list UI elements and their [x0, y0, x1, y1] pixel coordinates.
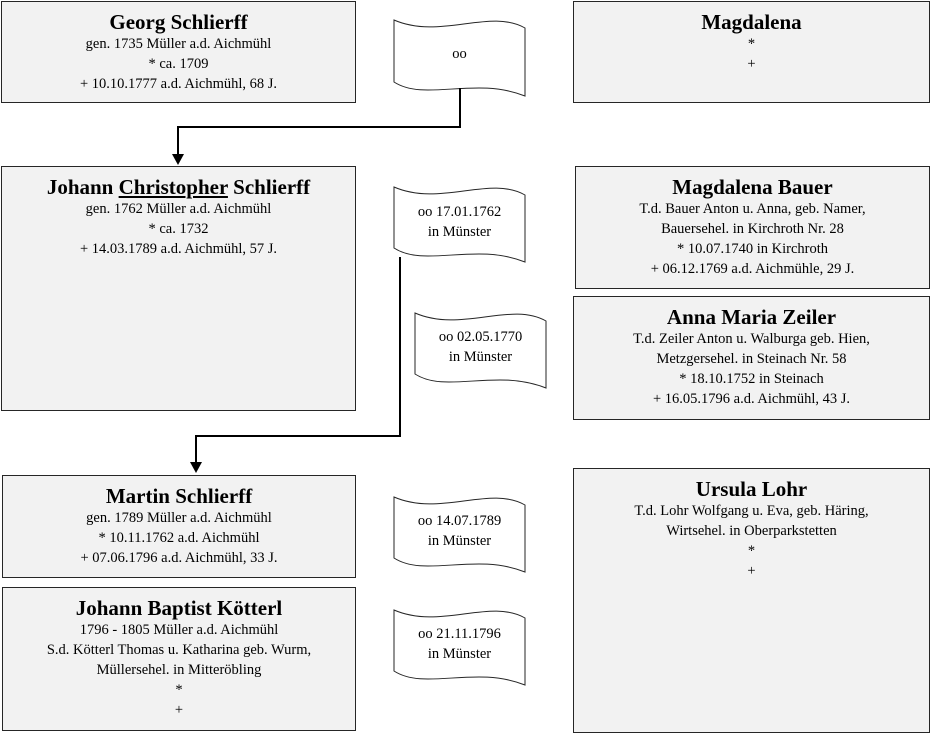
person-detail: Metzgersehel. in Steinach Nr. 58 [656, 351, 847, 367]
marriage-date: oo 14.07.1789 [417, 513, 502, 529]
person-box-ursula-lohr [573, 468, 930, 733]
marriage-label-3 [415, 327, 546, 367]
person-detail: Müllersehel. in Mitteröbling [96, 662, 262, 678]
marriage-label-1 [394, 44, 525, 64]
person-detail: * ca. 1732 [148, 221, 209, 237]
person-name: Martin Schlierff [105, 484, 253, 508]
person-detail: * 10.07.1740 in Kirchroth [676, 241, 829, 257]
person-name: Anna Maria Zeiler [666, 305, 837, 329]
person-box-johann-baptist-koetterl [2, 587, 356, 731]
person-detail: 1796 - 1805 Müller a.d. Aichmühl [79, 622, 279, 638]
person-name: Magdalena [701, 10, 802, 34]
person-detail: T.d. Lohr Wolfgang u. Eva, geb. Häring, [634, 503, 869, 519]
person-detail: + [174, 702, 184, 718]
person-detail: + [747, 563, 756, 579]
arrowhead-2 [190, 462, 202, 473]
person-detail: T.d. Bauer Anton u. Anna, geb. Namer, [639, 201, 866, 217]
person-detail: gen. 1789 Müller a.d. Aichmühl [86, 510, 272, 526]
person-detail: + 14.03.1789 a.d. Aichmühl, 57 J. [79, 241, 278, 257]
marriage-label-2 [394, 202, 525, 242]
marriage-date: oo 02.05.1770 [438, 329, 523, 345]
person-detail: + 10.10.1777 a.d. Aichmühl, 68 J. [79, 76, 278, 92]
person-box-georg-schlierff [1, 1, 356, 103]
person-detail: gen. 1735 Müller a.d. Aichmühl [85, 36, 272, 52]
person-name: Johann Baptist Kötterl [75, 596, 283, 620]
person-detail: * [175, 682, 183, 698]
person-detail: * [747, 543, 756, 559]
person-box-johann-christopher-schlierff [1, 166, 356, 411]
person-detail: + 06.12.1769 a.d. Aichmühle, 29 J. [650, 261, 855, 277]
marriage-date: oo 21.11.1796 [418, 626, 501, 642]
person-name: Magdalena Bauer [672, 175, 833, 199]
marriage-text: oo [452, 46, 467, 62]
person-box-martin-schlierff [2, 475, 356, 578]
person-detail: Wirtsehel. in Oberparkstetten [666, 523, 837, 539]
person-box-magdalena [573, 1, 930, 103]
person-detail: + [747, 56, 756, 72]
marriage-place: in Münster [427, 646, 492, 662]
arrowhead-1 [172, 154, 184, 165]
person-detail: * 18.10.1752 in Steinach [679, 371, 824, 387]
marriage-label-4 [394, 511, 525, 551]
person-detail: + 07.06.1796 a.d. Aichmühl, 33 J. [80, 550, 278, 566]
marriage-label-5 [394, 624, 525, 664]
person-name: Georg Schlierff [109, 10, 248, 34]
marriage-place: in Münster [427, 533, 492, 549]
person-detail: * [747, 36, 756, 52]
person-detail: T.d. Zeiler Anton u. Walburga geb. Hien, [633, 331, 870, 347]
person-detail: * 10.11.1762 a.d. Aichmühl [98, 530, 260, 546]
person-name: Johann Christopher Schlierff [46, 175, 311, 199]
marriage-date: oo 17.01.1762 [417, 204, 502, 220]
person-detail: S.d. Kötterl Thomas u. Katharina geb. Wurm, [46, 642, 312, 658]
person-box-anna-maria-zeiler [573, 296, 930, 420]
marriage-place: in Münster [427, 224, 492, 240]
marriage-place: in Münster [448, 349, 513, 365]
person-detail: * ca. 1709 [148, 56, 209, 72]
person-detail: + 16.05.1796 a.d. Aichmühl, 43 J. [652, 391, 851, 407]
person-detail: Bauersehel. in Kirchroth Nr. 28 [661, 221, 844, 237]
person-box-magdalena-bauer [575, 166, 930, 289]
person-detail: gen. 1762 Müller a.d. Aichmühl [85, 201, 272, 217]
person-name: Ursula Lohr [695, 477, 808, 501]
